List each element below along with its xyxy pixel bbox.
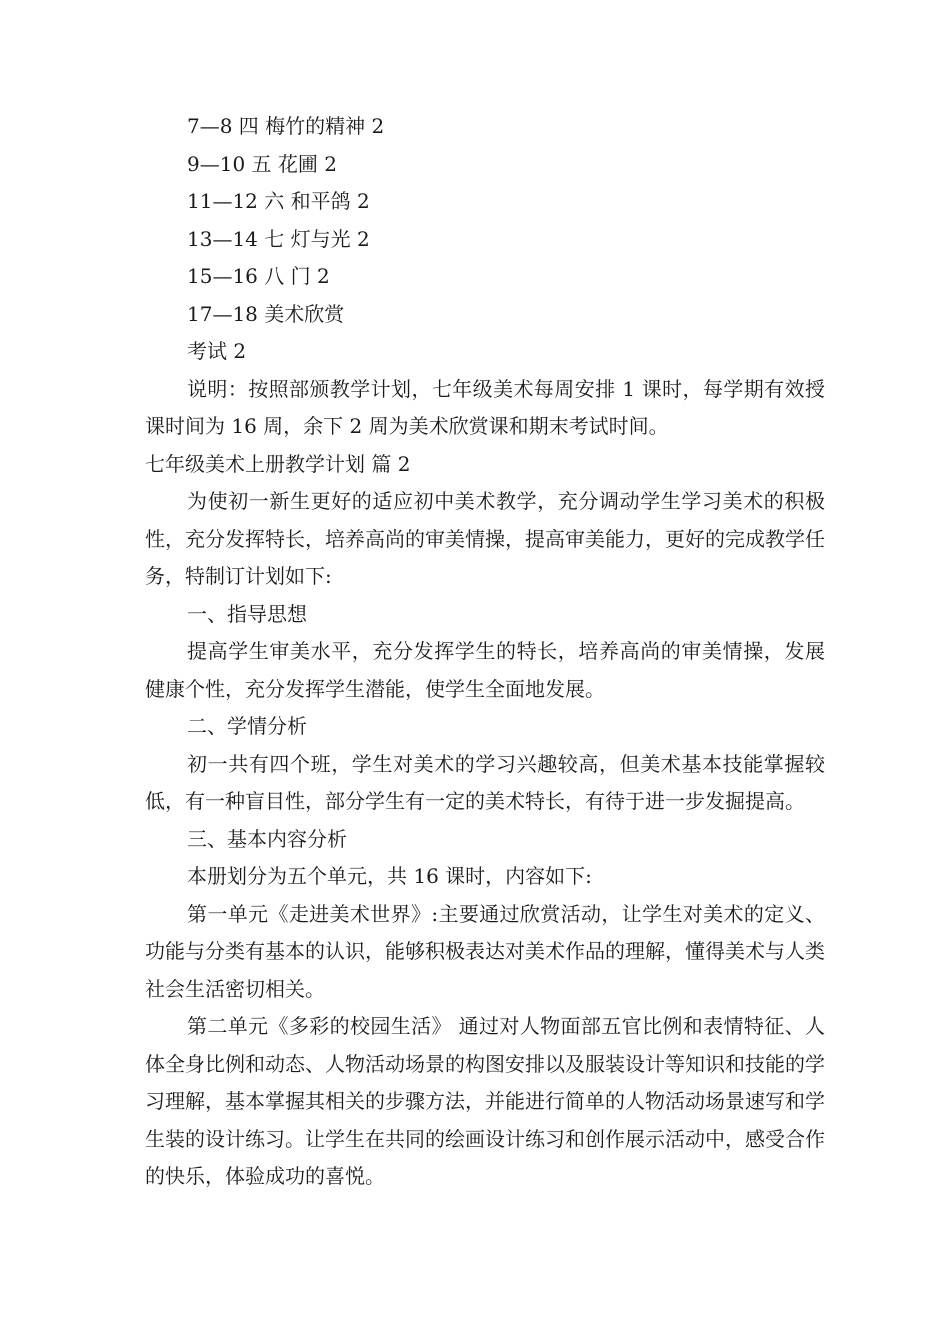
schedule-row: 13—14 七 灯与光 2 bbox=[187, 226, 370, 251]
schedule-row: 考试 2 bbox=[187, 339, 247, 363]
schedule-row: 15—16 八 门 2 bbox=[187, 264, 330, 288]
heading-content-analysis: 三、基本内容分析 bbox=[187, 826, 347, 851]
note-paragraph: 说明：按照部颁教学计划，七年级美术每周安排 1 课时，每学期有效授课时间为 16 周，余下 2 周为美术欣赏课和期末考试时间。 bbox=[145, 376, 825, 438]
section-title: 七年级美术上册教学计划 篇 2 bbox=[145, 451, 411, 476]
schedule-row: 7—8 四 梅竹的精神 2 bbox=[187, 114, 385, 138]
paragraph-student-analysis: 初一共有四个班，学生对美术的学习兴趣较高，但美术基本技能掌握较低，有一种盲目性，部分学生有一定的美术特长，有待于进一步发掘提高。 bbox=[145, 751, 825, 813]
document-body bbox=[145, 108, 825, 1196]
intro-paragraph: 为使初一新生更好的适应初中美术教学，充分调动学生学习美术的积极性，充分发挥特长，培养高尚的审美情操，提高审美能力，更好的完成教学任务，特制订计划如下: bbox=[145, 489, 825, 588]
paragraph-unit-two: 第二单元《多彩的校园生活》 通过对人物面部五官比例和表情特征、人体全身比例和动态、人物活动场景的构图安排以及服装设计等知识和技能的学习理解，基本掌握其相关的步骤方法，并能进行简单的人物活动场景速写和学生装的设计练习。让学生在共同的绘画设计练习和创作展示活动中，感受合作的快乐，体验成功的喜悦。 bbox=[145, 1014, 825, 1188]
heading-guiding-ideology: 一、指导思想 bbox=[187, 601, 307, 626]
paragraph-content-overview: 本册划分为五个单元，共 16 课时，内容如下: bbox=[187, 864, 592, 888]
schedule-row: 17—18 美术欣赏 bbox=[187, 301, 345, 326]
paragraph-guiding-ideology: 提高学生审美水平，充分发挥学生的特长，培养高尚的审美情操，发展健康个性，充分发挥学生潜能，使学生全面地发展。 bbox=[145, 639, 825, 701]
heading-student-analysis: 二、学情分析 bbox=[187, 714, 307, 738]
paragraph-unit-one: 第一单元《走进美术世界》:主要通过欣赏活动，让学生对美术的定义、功能与分类有基本的认识，能够积极表达对美术作品的理解，懂得美术与人类社会生活密切相关。 bbox=[145, 901, 825, 1001]
schedule-row: 11—12 六 和平鸽 2 bbox=[187, 189, 370, 213]
schedule-row: 9—10 五 花圃 2 bbox=[187, 151, 337, 176]
